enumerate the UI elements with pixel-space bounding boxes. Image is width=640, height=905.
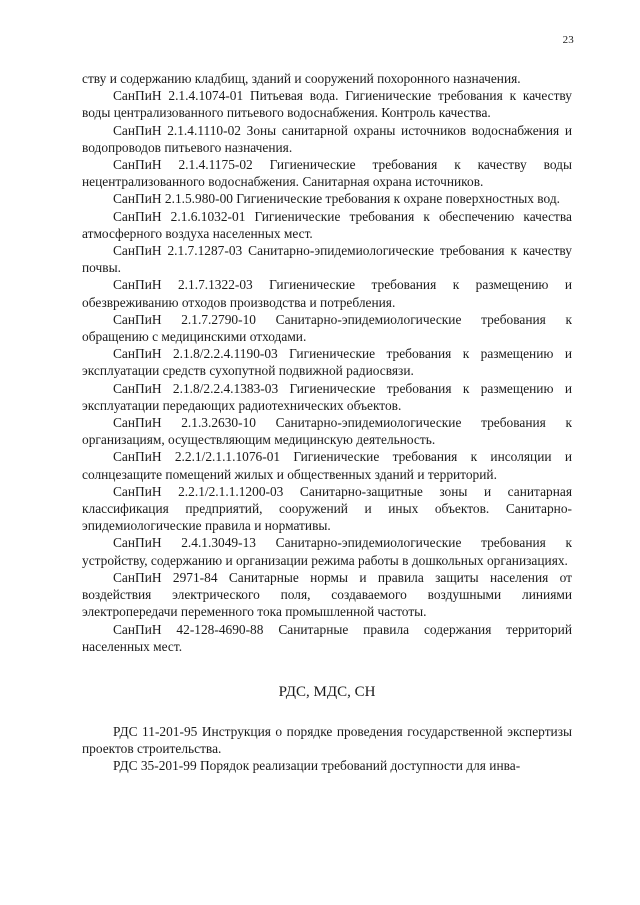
sanpin-2-1-7-2790-10: СанПиН 2.1.7.2790-10 Санитарно-эпидемиологические требования к обращению с медицинскими отходами. [82, 311, 572, 345]
sanpin-2-4-1-3049-13: СанПиН 2.4.1.3049-13 Санитарно-эпидемиологические требования к устройству, содержанию и организации режима работы в дошкольных организациях. [82, 535, 572, 568]
sanpin-2971-84: СанПиН 2971-84 Санитарные нормы и правила защиты населения от воздействия электрического поля, создаваемого воздушными линиями электропередачи переменного тока промышленной частоты. [82, 569, 572, 620]
page-number: 23 [562, 34, 574, 46]
paragraph-continuation: ству и содержанию кладбищ, зданий и сооружений похоронного назначения. [82, 71, 521, 86]
sanpin-2-1-4-1110-02: СанПиН 2.1.4.1110-02 Зоны санитарной охраны источников водоснабжения и водопроводов питьевого назначения. [82, 122, 572, 155]
section-heading: РДС, МДС, СН [278, 683, 376, 700]
sanpin-2-2-1-2-1-1-1200-03: СанПиН 2.2.1/2.1.1.1200-03 Санитарно-защитные зоны и санитарная классификация предприятий, сооружений и иных объектов. Санитарно-эпидемиологические правила и нормативы. [82, 483, 572, 534]
sanpin-2-2-1-2-1-1-1076-01: СанПиН 2.2.1/2.1.1.1076-01 Гигиенические требования к инсоляции и солнцезащите помещений жилых и общественных зданий и территорий. [82, 449, 572, 482]
sanpin-2-1-6-1032-01: СанПиН 2.1.6.1032-01 Гигиенические требования к обеспечению качества атмосферного воздуха населенных мест. [82, 208, 572, 241]
sanpin-2-1-4-1175-02: СанПиН 2.1.4.1175-02 Гигиенические требования к качеству воды нецентрализованного водоснабжения. Санитарная охрана источников. [82, 157, 572, 190]
sanpin-2-1-8-2-2-4-1190-03: СанПиН 2.1.8/2.2.4.1190-03 Гигиенические требования к размещению и эксплуатации средств сухопутной подвижной радиосвязи. [82, 346, 572, 379]
sanpin-2-1-8-2-2-4-1383-03: СанПиН 2.1.8/2.2.4.1383-03 Гигиенические требования к размещению и эксплуатации передающих радиотехнических объектов. [82, 380, 572, 413]
sanpin-2-1-7-1287-03: СанПиН 2.1.7.1287-03 Санитарно-эпидемиологические требования к качеству почвы. [82, 243, 572, 276]
sanpin-42-128-4690-88: СанПиН 42-128-4690-88 Санитарные правила содержания территорий населенных мест. [82, 621, 572, 654]
rds-11-201-95: РДС 11-201-95 Инструкция о порядке проведения государственной экспертизы проектов строительства. [82, 723, 572, 757]
sanpin-2-1-4-1074-01: СанПиН 2.1.4.1074-01 Питьевая вода. Гигиенические требования к качеству воды централизованного питьевого водоснабжения. Контроль качества. [82, 88, 572, 121]
rds-35-201-99: РДС 35-201-99 Порядок реализации требований доступности для инва- [113, 758, 521, 774]
sanpin-2-1-7-1322-03: СанПиН 2.1.7.1322-03 Гигиенические требования к размещению и обезвреживанию отходов производства и потребления. [82, 277, 572, 310]
sanpin-2-1-3-2630-10: СанПиН 2.1.3.2630-10 Санитарно-эпидемиологические требования к организациям, осуществляющим медицинскую деятельность. [82, 415, 572, 448]
document-body [82, 70, 572, 775]
sanpin-2-1-5-980-00: СанПиН 2.1.5.980-00 Гигиенические требования к охране поверхностных вод. [113, 191, 560, 207]
